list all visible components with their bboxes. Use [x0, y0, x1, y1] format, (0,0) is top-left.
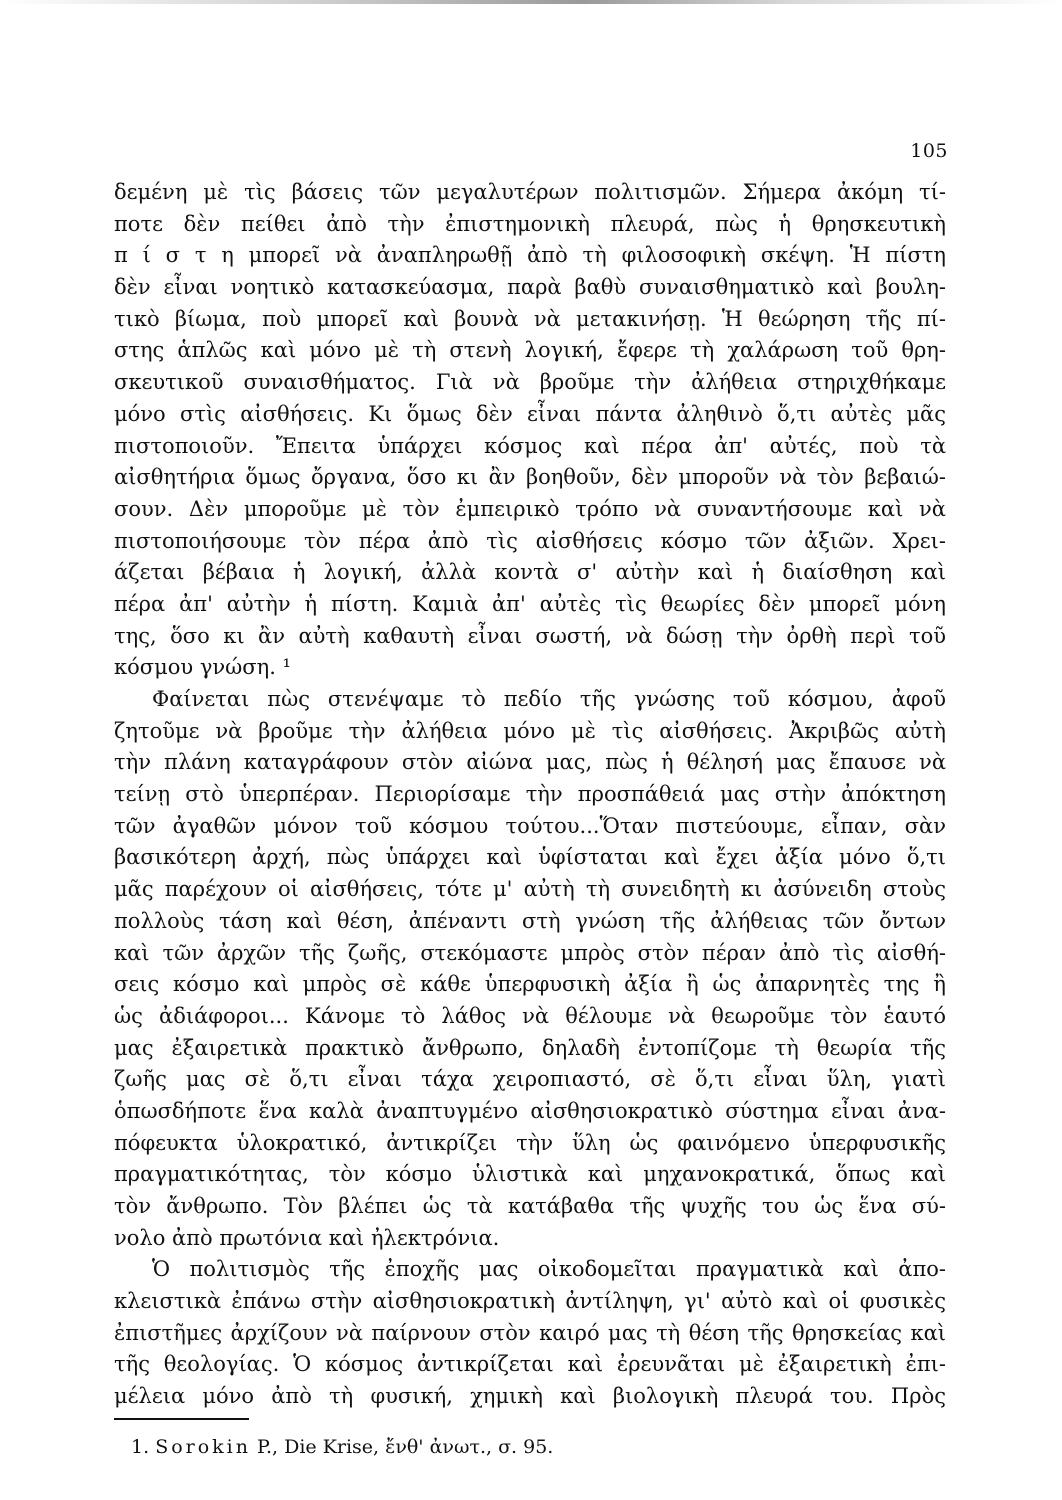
text-line: ἐπιστῆμες ἀρχίζουν νὰ παίρνουν στὸν καιρό μας τὴ θέση τῆς θρησκείας καὶ [114, 1320, 946, 1345]
text-line: μέλεια μόνο ἀπὸ τὴ φυσική, χημικὴ καὶ βιολογικὴ πλευρά του. Πρὸς [114, 1384, 946, 1409]
text-line: δὲν εἶναι νοητικὸ κατασκεύασμα, παρὰ βαθὺ συναισθηματικὸ καὶ βουλη- [114, 275, 946, 300]
text-line: ὡς ἀδιάφοροι... Κάνομε τὸ λάθος νὰ θέλουμε νὰ θεωροῦμε τὸν ἑαυτό [114, 1003, 946, 1028]
page-number: 105 [910, 140, 948, 162]
text-line: βασικότερη ἀρχή, πὼς ὑπάρχει καὶ ὑφίσταται καὶ ἔχει ἀξία μόνο ὅ,τι [114, 845, 946, 870]
text-line: καὶ τῶν ἀρχῶν τῆς ζωῆς, στεκόμαστε μπρὸς στὸν πέραν ἀπὸ τὶς αἰσθή- [114, 940, 946, 965]
text-line: στης ἁπλῶς καὶ μόνο μὲ τὴ στενὴ λογική, ἔφερε τὴ χαλάρωση τοῦ θρη- [114, 338, 946, 363]
text-line: Φαίνεται πὼς στενέψαμε τὸ πεδίο τῆς γνώσης τοῦ κόσμου, ἀφοῦ [152, 687, 946, 711]
text-line: τὴν πλάνη καταγράφουν στὸν αἰώνα μας, πὼς ἡ θέλησή μας ἔπαυσε νὰ [114, 750, 946, 775]
footnote-divider [114, 1418, 249, 1420]
footnote-text: P., Die Krise, ἔνθ' ἀνωτ., σ. 95. [257, 1436, 554, 1458]
text-line: μόνο στὶς αἰσθήσεις. Κι ὅμως δὲν εἶναι πάντα ἀληθινὸ ὅ,τι αὐτὲς μᾶς [114, 401, 946, 426]
text-line: νολο ἀπὸ πρωτόνια καὶ ἠλεκτρόνια. [114, 1225, 500, 1250]
text-line: σεις κόσμο καὶ μπρὸς σὲ κάθε ὑπερφυσικὴ ἀξία ἢ ὡς ἀπαρνητὲς της ἢ [114, 972, 946, 997]
text-line: ποτε δὲν πείθει ἀπὸ τὴν ἐπιστημονικὴ πλευρά, πὼς ἡ θρησκευτικὴ [114, 211, 946, 236]
text-line: ζητοῦμε νὰ βροῦμε τὴν ἀλήθεια μόνο μὲ τὶς αἰσθήσεις. Ἀκριβῶς αὐτὴ [114, 718, 946, 743]
text-line: σουν. Δὲν μποροῦμε μὲ τὸν ἐμπειρικὸ τρόπο νὰ συναντήσουμε καὶ νὰ [114, 496, 946, 521]
text-line: πιστοποιήσουμε τὸν πέρα ἀπὸ τὶς αἰσθήσεις κόσμο τῶν ἀξιῶν. Χρει- [114, 528, 946, 553]
text-line: τικὸ βίωμα, ποὺ μπορεῖ καὶ βουνὰ νὰ μετακινήσῃ. Ἡ θεώρηση τῆς πί- [114, 306, 946, 331]
text-line: ζωῆς μας σὲ ὅ,τι εἶναι τάχα χειροπιαστό, σὲ ὅ,τι εἶναι ὕλη, γιατὶ [114, 1067, 946, 1092]
text-line: τῶν ἀγαθῶν μόνον τοῦ κόσμου τούτου...Ὅταν πιστεύουμε, εἶπαν, σὰν [114, 813, 946, 838]
text-line: σκευτικοῦ συναισθήματος. Γιὰ νὰ βροῦμε τὴν ἀλήθεια στηριχθήκαμε [114, 370, 946, 395]
text-line: αἰσθητήρια ὅμως ὄργανα, ὅσο κι ἂν βοηθοῦν, δὲν μποροῦν νὰ τὸν βεβαιώ- [114, 465, 946, 490]
text-line: πραγματικότητας, τὸν κόσμο ὑλιστικὰ καὶ μηχανοκρατικά, ὅπως καὶ [114, 1162, 946, 1187]
body-text [114, 177, 946, 1413]
text-line: μας ἐξαιρετικὰ πρακτικὸ ἄνθρωπο, δηλαδὴ ἐντοπίζομε τὴ θεωρία τῆς [114, 1035, 946, 1060]
footnote [131, 1436, 553, 1458]
text-line: τείνῃ στὸ ὑπερπέραν. Περιορίσαμε τὴν προσπάθειά μας στὴν ἀπόκτηση [114, 782, 946, 807]
text-line: τὸν ἄνθρωπο. Τὸν βλέπει ὡς τὰ κατάβαθα τῆς ψυχῆς του ὡς ἕνα σύ- [114, 1194, 946, 1218]
footnote-author: Sorokin [155, 1436, 251, 1458]
text-line: άζεται βέβαια ἡ λογική, ἀλλὰ κοντὰ σ' αὐτὴν καὶ ἡ διαίσθηση καὶ [114, 560, 946, 585]
text-line: πολλοὺς τάση καὶ θέση, ἀπέναντι στὴ γνώση τῆς ἀλήθειας τῶν ὄντων [114, 908, 946, 933]
text-line: τῆς θεολογίας. Ὁ κόσμος ἀντικρίζεται καὶ ἐρευνᾶται μὲ ἐξαιρετικὴ ἐπι- [114, 1352, 946, 1377]
text-line: κόσμου γνώση. ¹ [114, 655, 291, 680]
text-line: μᾶς παρέχουν οἱ αἰσθήσεις, τότε μ' αὐτὴ τὴ συνειδητὴ κι ἀσύνειδη στοὺς [114, 877, 946, 902]
text-line: πιστοποιοῦν. Ἔπειτα ὑπάρχει κόσμος καὶ πέρα ἀπ' αὐτές, ποὺ τὰ [114, 433, 946, 458]
text-line: πέρα ἀπ' αὐτὴν ἡ πίστη. Καμιὰ ἀπ' αὐτὲς τὶς θεωρίες δὲν μπορεῖ μόνη [114, 591, 946, 616]
scan-top-edge [0, 0, 1062, 4]
text-line: π ί σ τ η μπορεῖ νὰ ἀναπληρωθῇ ἀπὸ τὴ φιλοσοφικὴ σκέψη. Ἡ πίστη [114, 243, 946, 268]
text-line: δεμένη μὲ τὶς βάσεις τῶν μεγαλυτέρων πολιτισμῶν. Σήμερα ἀκόμη τί- [114, 180, 946, 204]
text-line: κλειστικὰ ἐπάνω στὴν αἰσθησιοκρατικὴ ἀντίληψη, γι' αὐτὸ καὶ οἱ φυσικὲς [114, 1289, 946, 1314]
text-line: της, ὅσο κι ἂν αὐτὴ καθαυτὴ εἶναι σωστή, νὰ δώσῃ τὴν ὀρθὴ περὶ τοῦ [114, 623, 946, 648]
text-line: Ὁ πολιτισμὸς τῆς ἐποχῆς μας οἰκοδομεῖται πραγματικὰ καὶ ἀπο- [152, 1257, 946, 1282]
text-line: ὁπωσδήποτε ἕνα καλὰ ἀναπτυγμένο αἰσθησιοκρατικὸ σύστημα εἶναι ἀνα- [114, 1098, 946, 1123]
footnote-marker: 1. [131, 1436, 150, 1458]
text-line: πόφευκτα ὑλοκρατικό, ἀντικρίζει τὴν ὕλη ὡς φαινόμενο ὑπερφυσικῆς [114, 1130, 946, 1155]
